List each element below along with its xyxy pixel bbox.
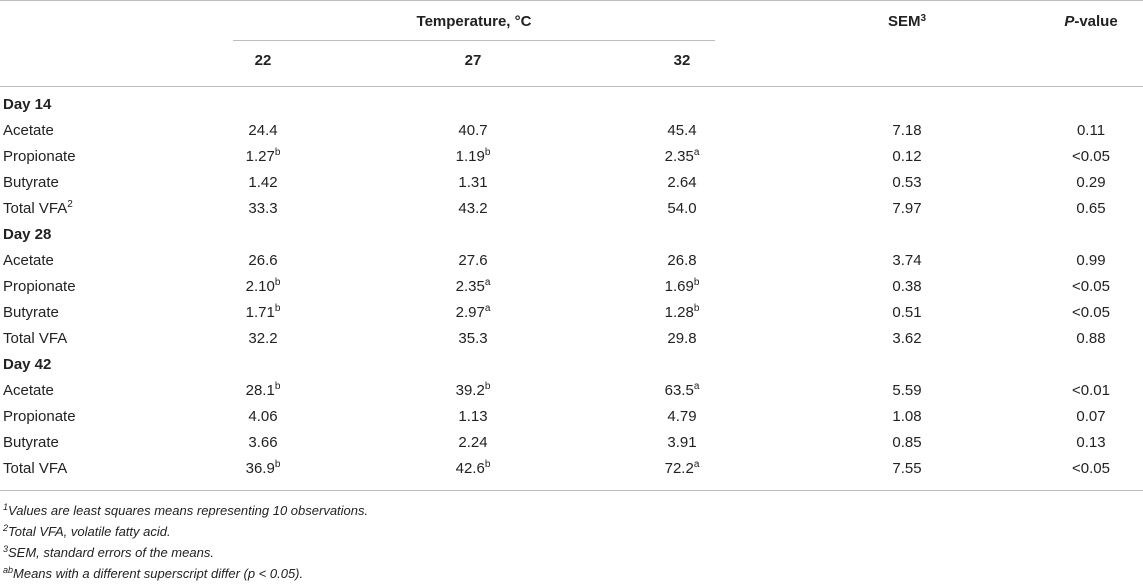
row-label <box>3 404 76 430</box>
row-label-text: Butyrate <box>3 434 59 451</box>
cell-32c <box>608 300 756 326</box>
cell-value: 1.28 <box>664 304 694 321</box>
row-label <box>3 430 59 456</box>
row-label-text: Acetate <box>3 122 54 139</box>
column-header-32: 32 <box>673 52 691 69</box>
cell-value: 1.19 <box>455 148 485 165</box>
row-label <box>3 326 67 352</box>
temperature-group-rule <box>233 40 715 41</box>
significance-superscript: b <box>484 147 491 158</box>
significance-superscript: a <box>693 147 700 158</box>
row-label <box>3 248 54 274</box>
cell-p-value: <0.05 <box>1072 278 1110 295</box>
cell-22c <box>190 326 336 352</box>
cell-value: 2.64 <box>667 174 697 191</box>
footnote-mark: ab <box>3 565 14 575</box>
section-heading-row <box>0 222 1143 248</box>
cell-p-value: <0.05 <box>1072 304 1110 321</box>
significance-superscript: a <box>484 303 491 314</box>
cell-p-value: 0.29 <box>1076 174 1106 191</box>
cell-value: 39.2 <box>455 382 485 399</box>
sem-footnote-mark: 3 <box>920 13 927 24</box>
cell-22c <box>190 378 336 404</box>
cell-27c <box>399 196 547 222</box>
cell-22c <box>190 404 336 430</box>
cell-value: 54.0 <box>667 200 697 217</box>
row-label <box>3 274 76 300</box>
row-label-text: Propionate <box>3 148 76 165</box>
cell-27c <box>399 274 547 300</box>
significance-superscript: b <box>693 303 700 314</box>
cell-32c <box>608 456 756 482</box>
cell-sem: 3.62 <box>892 330 922 347</box>
cell-sem: 7.97 <box>892 200 922 217</box>
cell-value: 2.97 <box>455 304 485 321</box>
table-row <box>0 404 1143 430</box>
significance-superscript: b <box>693 277 700 288</box>
row-label <box>3 378 54 404</box>
cell-32c <box>608 170 756 196</box>
cell-value: 40.7 <box>458 122 488 139</box>
cell-27c <box>399 430 547 456</box>
row-label-text: Propionate <box>3 408 76 425</box>
p-label-italic: P <box>1064 13 1075 30</box>
cell-sem: 0.51 <box>892 304 922 321</box>
cell-value: 1.31 <box>458 174 488 191</box>
cell-value: 4.79 <box>667 408 697 425</box>
cell-value: 26.8 <box>667 252 697 269</box>
cell-27c <box>399 144 547 170</box>
cell-27c <box>399 404 547 430</box>
cell-22c <box>190 118 336 144</box>
row-label-text: Acetate <box>3 252 54 269</box>
cell-p-value: 0.11 <box>1076 122 1106 139</box>
cell-27c <box>399 248 547 274</box>
cell-sem: 7.55 <box>892 460 922 477</box>
cell-sem: 0.12 <box>892 148 922 165</box>
row-label-footnote-mark: 2 <box>67 199 73 210</box>
cell-sem: 1.08 <box>892 408 922 425</box>
cell-value: 1.13 <box>458 408 488 425</box>
row-label <box>3 170 59 196</box>
cell-value: 24.4 <box>248 122 278 139</box>
cell-value: 36.9 <box>245 460 275 477</box>
cell-27c <box>399 378 547 404</box>
table-bottom-rule <box>0 490 1143 491</box>
table-row <box>0 144 1143 170</box>
cell-32c <box>608 430 756 456</box>
cell-27c <box>399 300 547 326</box>
cell-value: 63.5 <box>664 382 694 399</box>
cell-32c <box>608 196 756 222</box>
cell-value: 26.6 <box>248 252 278 269</box>
significance-superscript: b <box>274 277 281 288</box>
column-header-22: 22 <box>254 52 272 69</box>
cell-22c <box>190 456 336 482</box>
cell-22c <box>190 170 336 196</box>
cell-sem: 3.74 <box>892 252 922 269</box>
cell-27c <box>399 118 547 144</box>
p-label-rest: -value <box>1074 13 1118 30</box>
cell-value: 43.2 <box>458 200 488 217</box>
row-label <box>3 456 67 482</box>
section-title: Day 14 <box>3 96 52 113</box>
row-label-text: Total VFA <box>3 460 68 477</box>
cell-value: 1.27 <box>245 148 275 165</box>
cell-p-value: <0.05 <box>1072 460 1110 477</box>
cell-value: 3.66 <box>248 434 278 451</box>
cell-sem: 0.85 <box>892 434 922 451</box>
significance-superscript: a <box>484 277 491 288</box>
sem-label: SEM <box>887 13 921 30</box>
cell-32c <box>608 326 756 352</box>
cell-value: 1.42 <box>248 174 278 191</box>
significance-superscript: b <box>484 459 491 470</box>
cell-32c <box>608 404 756 430</box>
cell-22c <box>190 144 336 170</box>
cell-p-value: <0.05 <box>1072 148 1110 165</box>
cell-value: 28.1 <box>245 382 275 399</box>
significance-superscript: b <box>484 381 491 392</box>
cell-sem: 5.59 <box>892 382 922 399</box>
cell-27c <box>399 326 547 352</box>
significance-superscript: b <box>274 147 281 158</box>
row-label <box>3 196 73 222</box>
cell-p-value: 0.13 <box>1076 434 1106 451</box>
cell-sem: 0.38 <box>892 278 922 295</box>
column-header-27: 27 <box>464 52 482 69</box>
cell-p-value: <0.01 <box>1072 382 1110 399</box>
cell-value: 4.06 <box>248 408 278 425</box>
cell-32c <box>608 118 756 144</box>
row-label-text: Propionate <box>3 278 76 295</box>
table-row <box>0 300 1143 326</box>
footnote-ab <box>3 563 368 584</box>
table-top-rule <box>0 0 1143 1</box>
row-label <box>3 300 59 326</box>
cell-22c <box>190 196 336 222</box>
table-row <box>0 118 1143 144</box>
footnote-3 <box>3 542 368 563</box>
cell-sem: 7.18 <box>892 122 922 139</box>
cell-value: 3.91 <box>667 434 697 451</box>
cell-value: 29.8 <box>667 330 697 347</box>
footnote-1 <box>3 500 368 521</box>
table-row <box>0 456 1143 482</box>
cell-22c <box>190 274 336 300</box>
footnote-text: Values are least squares means representing 10 observations. <box>8 503 369 518</box>
row-label-text: Acetate <box>3 382 54 399</box>
significance-superscript: b <box>274 381 281 392</box>
cell-p-value: 0.65 <box>1076 200 1106 217</box>
cell-p-value: 0.88 <box>1076 330 1106 347</box>
significance-superscript: a <box>693 459 700 470</box>
column-header-p-value <box>1040 13 1142 31</box>
cell-value: 1.69 <box>664 278 694 295</box>
cell-32c <box>608 378 756 404</box>
significance-superscript: b <box>274 303 281 314</box>
cell-32c <box>608 274 756 300</box>
cell-value: 2.10 <box>245 278 275 295</box>
temperature-group-header: Temperature, °C <box>416 13 532 30</box>
footnote-text: Means with a different superscript differ (p < 0.05). <box>13 566 304 581</box>
footnotes <box>3 500 368 584</box>
footnote-mark: 1 <box>3 502 9 512</box>
cell-value: 27.6 <box>458 252 488 269</box>
row-label-text: Total VFA <box>3 330 68 347</box>
table-row <box>0 196 1143 222</box>
footnote-2 <box>3 521 368 542</box>
cell-value: 35.3 <box>458 330 488 347</box>
footnote-mark: 3 <box>3 544 9 554</box>
footnote-text: Total VFA, volatile fatty acid. <box>8 524 171 539</box>
table-header-rule <box>0 86 1143 87</box>
cell-value: 42.6 <box>455 460 485 477</box>
footnote-text: SEM, standard errors of the means. <box>8 545 214 560</box>
column-header-sem <box>854 13 960 31</box>
row-label-text: Total VFA <box>3 200 68 217</box>
cell-sem: 0.53 <box>892 174 922 191</box>
cell-p-value: 0.99 <box>1076 252 1106 269</box>
cell-27c <box>399 456 547 482</box>
section-heading-row <box>0 352 1143 378</box>
cell-value: 2.24 <box>458 434 488 451</box>
cell-22c <box>190 248 336 274</box>
row-label <box>3 118 54 144</box>
cell-32c <box>608 248 756 274</box>
row-label-text: Butyrate <box>3 304 59 321</box>
cell-value: 33.3 <box>248 200 278 217</box>
cell-value: 2.35 <box>455 278 485 295</box>
cell-32c <box>608 144 756 170</box>
cell-22c <box>190 430 336 456</box>
row-label <box>3 144 76 170</box>
cell-value: 1.71 <box>245 304 275 321</box>
section-heading-row <box>0 92 1143 118</box>
cell-p-value: 0.07 <box>1076 408 1106 425</box>
significance-superscript: b <box>274 459 281 470</box>
table-row <box>0 274 1143 300</box>
section-title: Day 28 <box>3 226 52 243</box>
significance-superscript: a <box>693 381 700 392</box>
cell-value: 45.4 <box>667 122 697 139</box>
cell-22c <box>190 300 336 326</box>
table-row <box>0 378 1143 404</box>
footnote-mark: 2 <box>3 523 9 533</box>
cell-27c <box>399 170 547 196</box>
table-row <box>0 248 1143 274</box>
cell-value: 72.2 <box>664 460 694 477</box>
row-label-text: Butyrate <box>3 174 59 191</box>
cell-value: 32.2 <box>248 330 278 347</box>
table-row <box>0 430 1143 456</box>
cell-value: 2.35 <box>664 148 694 165</box>
table-row <box>0 170 1143 196</box>
table-row <box>0 326 1143 352</box>
section-title: Day 42 <box>3 356 52 373</box>
